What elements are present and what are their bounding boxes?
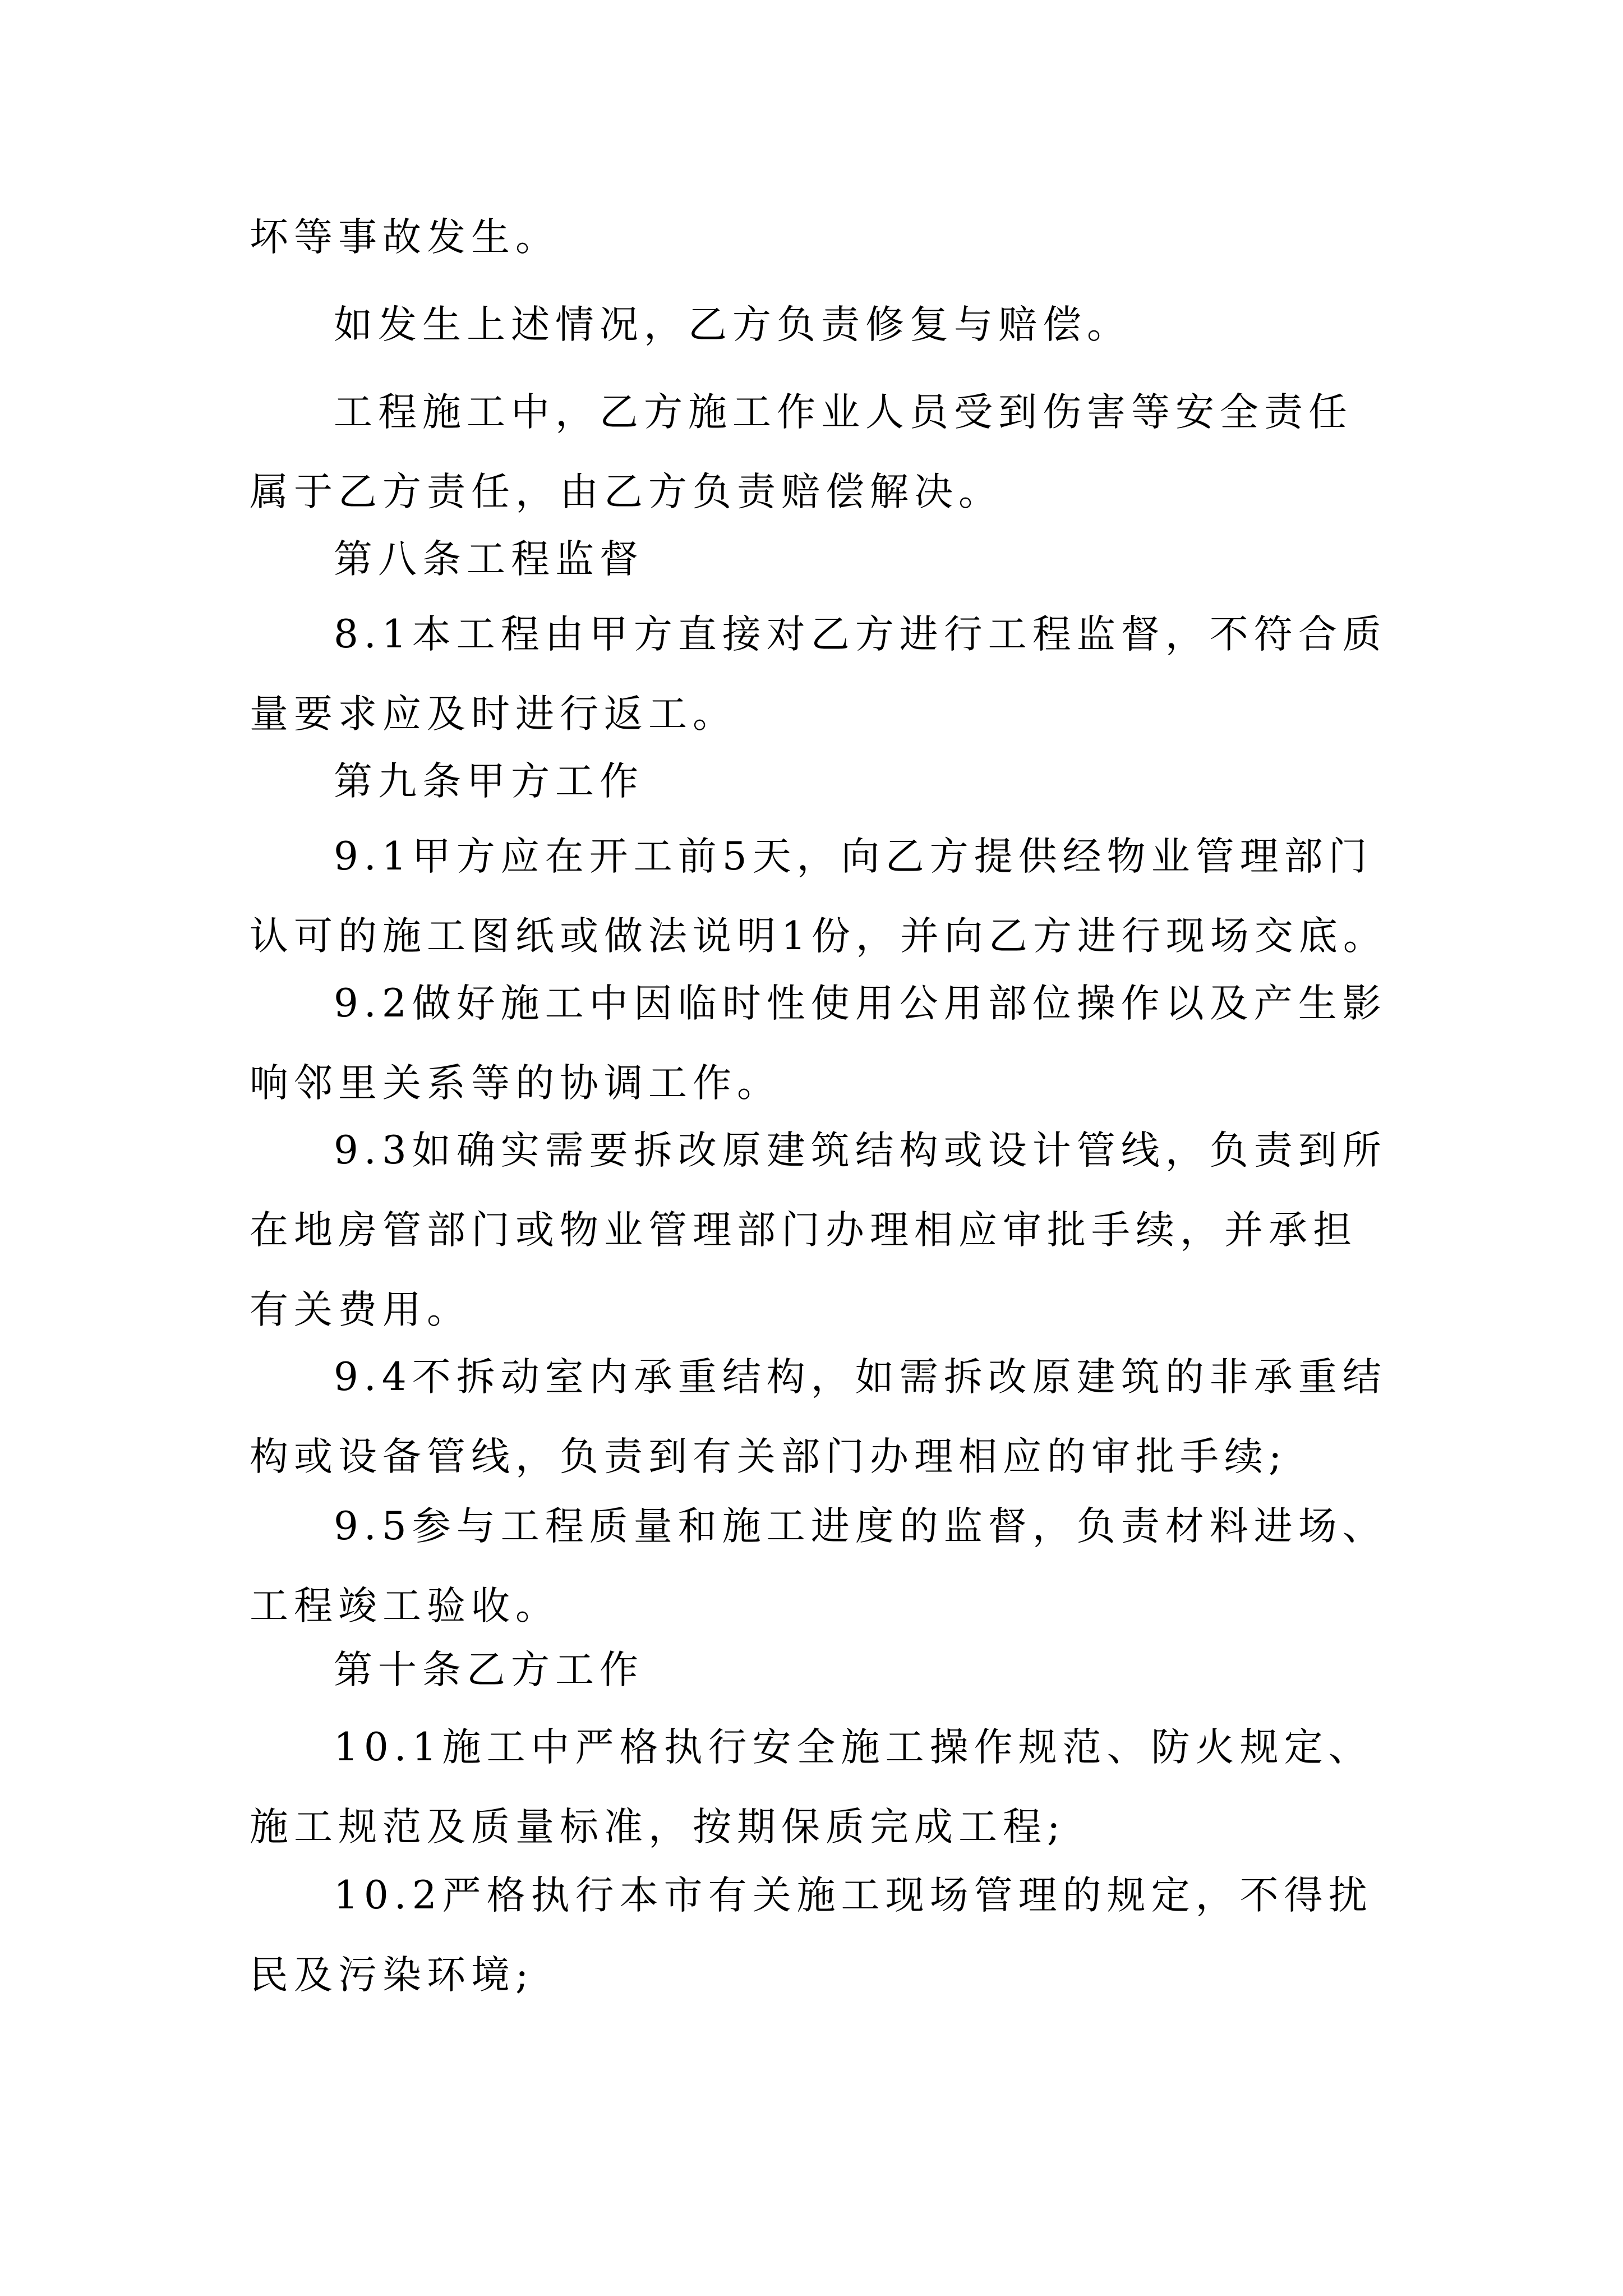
clause-9-3: 9.3如确实需要拆改原建筑结构或设计管线，负责到所在地房管部门或物业管理部门办理相应审批手续，并承担有关费用。 bbox=[250, 1128, 1387, 1332]
clause-9-1: 9.1甲方应在开工前5天，向乙方提供经物业管理部门认可的施工图纸或做法说明1份，并向乙方进行现场交底。 bbox=[250, 834, 1387, 959]
clause-10-2: 10.2严格执行本市有关施工现场管理的规定，不得扰民及污染环境; bbox=[250, 1873, 1373, 1998]
paragraph-continuation: 坏等事故发生。 bbox=[250, 215, 560, 260]
paragraph-repair-compensation: 如发生上述情况，乙方负责修复与赔偿。 bbox=[334, 302, 1131, 347]
section-heading-article-10: 第十条乙方工作 bbox=[334, 1648, 644, 1692]
clause-8-1: 8.1本工程由甲方直接对乙方进行工程监督，不符合质量要求应及时进行返工。 bbox=[250, 612, 1387, 737]
clause-9-5: 9.5参与工程质量和施工进度的监督，负责材料进场、工程竣工验收。 bbox=[250, 1504, 1387, 1628]
clause-9-4: 9.4不拆动室内承重结构，如需拆改原建筑的非承重结构或设备管线，负责到有关部门办理相应的审批手续; bbox=[250, 1355, 1387, 1479]
section-heading-article-9: 第九条甲方工作 bbox=[334, 759, 644, 804]
clause-10-1: 10.1施工中严格执行安全施工操作规范、防火规定、施工规范及质量标准，按期保质完成工程; bbox=[250, 1725, 1373, 1849]
clause-9-2: 9.2做好施工中因临时性使用公用部位操作以及产生影响邻里关系等的协调工作。 bbox=[250, 981, 1387, 1106]
paragraph-safety-responsibility: 工程施工中，乙方施工作业人员受到伤害等安全责任属于乙方责任，由乙方负责赔偿解决。 bbox=[250, 390, 1353, 514]
section-heading-article-8: 第八条工程监督 bbox=[334, 537, 644, 582]
